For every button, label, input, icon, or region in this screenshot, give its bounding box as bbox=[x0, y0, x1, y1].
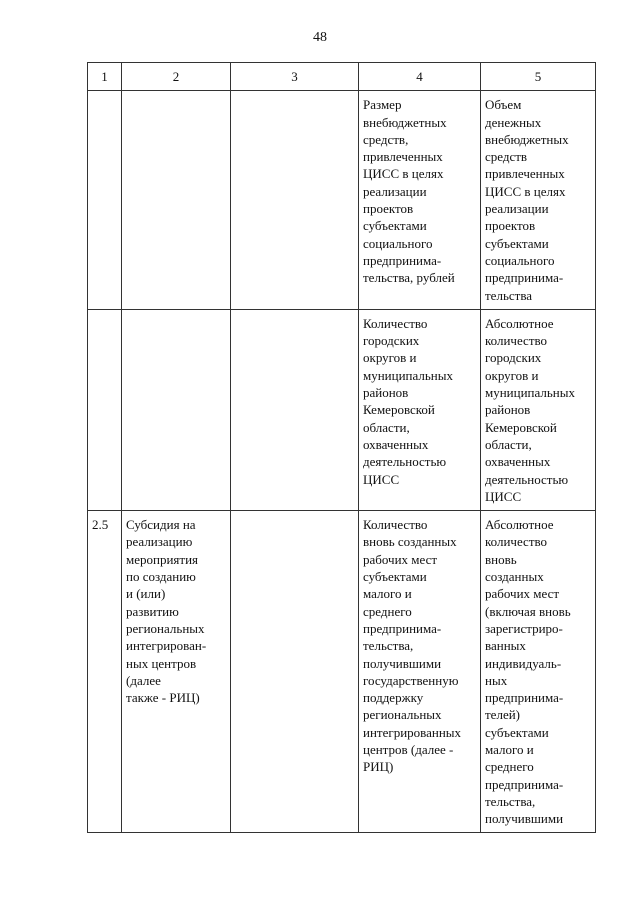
cell-indicator: Количество вновь созданных рабочих мест субъектами малого и среднего предпринима- тельства, получившими государственную поддержку региональных интегрированных центров (далее - РИЦ) bbox=[359, 511, 481, 833]
header-cell-5: 5 bbox=[481, 63, 596, 91]
header-cell-2: 2 bbox=[122, 63, 231, 91]
header-cell-1: 1 bbox=[88, 63, 122, 91]
cell-indicator: Размер внебюджетных средств, привлеченных ЦИСС в целях реализации проектов субъектами социального предпринима- тельства, рублей bbox=[359, 91, 481, 310]
cell-measure bbox=[122, 309, 231, 510]
cell-indicator-description: Абсолютное количество вновь созданных рабочих мест (включая вновь зарегистриро- ванных индивидуаль- ных предпринима- телей) субъектами малого и среднего предпринима- тельства, получившими bbox=[481, 511, 596, 833]
cell-measure: Субсидия на реализацию мероприятия по созданию и (или) развитию региональных интегрирован- ных центров (далее также - РИЦ) bbox=[122, 511, 231, 833]
cell-number: 2.5 bbox=[88, 511, 122, 833]
cell-indicator-description: Абсолютное количество городских округов и муниципальных районов Кемеровской области, охваченных деятельностью ЦИСС bbox=[481, 309, 596, 510]
table-row bbox=[88, 511, 596, 833]
header-cell-3: 3 bbox=[231, 63, 359, 91]
cell-indicator: Количество городских округов и муниципальных районов Кемеровской области, охваченных деятельностью ЦИСС bbox=[359, 309, 481, 510]
cell-empty bbox=[231, 511, 359, 833]
cell-measure bbox=[122, 91, 231, 310]
table-header-row bbox=[88, 63, 596, 91]
table-row bbox=[88, 91, 596, 310]
cell-number bbox=[88, 91, 122, 310]
page-number: 48 bbox=[313, 30, 327, 45]
cell-empty bbox=[231, 91, 359, 310]
table-row bbox=[88, 309, 596, 510]
header-cell-4: 4 bbox=[359, 63, 481, 91]
cell-empty bbox=[231, 309, 359, 510]
cell-indicator-description: Объем денежных внебюджетных средств привлеченных ЦИСС в целях реализации проектов субъектами социального предпринима- тельства bbox=[481, 91, 596, 310]
cell-number bbox=[88, 309, 122, 510]
indicators-table bbox=[87, 62, 596, 833]
